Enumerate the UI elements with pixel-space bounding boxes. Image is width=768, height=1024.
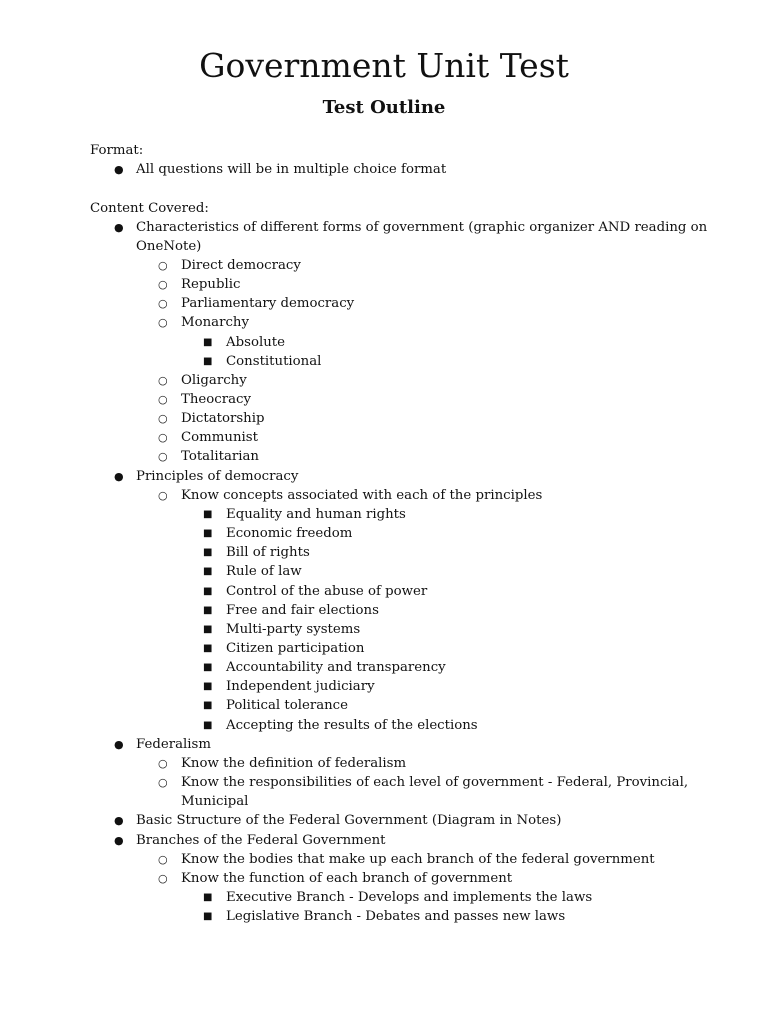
bullet-circle: ○ — [158, 297, 168, 310]
principles-sub: Know concepts associated with each of the principles — [181, 488, 543, 503]
bullet-circle: ○ — [158, 776, 168, 789]
bullet-square: ■ — [203, 547, 213, 558]
principle-item: Multi-party systems — [226, 622, 361, 637]
forms-label: Characteristics of different forms of government (graphic organizer AND reading on — [136, 220, 708, 235]
principle-item: Rule of law — [226, 564, 302, 579]
form-item: Dictatorship — [181, 411, 265, 426]
bullet-circle: ○ — [158, 412, 168, 425]
form-item: Oligarchy — [181, 373, 247, 388]
bullet-disc: ● — [114, 470, 124, 483]
principle-item: Equality and human rights — [226, 507, 406, 522]
bullet-disc: ● — [114, 738, 124, 751]
federalism-item-cont: Municipal — [181, 794, 249, 809]
bullet-square: ■ — [203, 356, 213, 367]
form-item: Theocracy — [181, 392, 251, 407]
bullet-square: ■ — [203, 662, 213, 673]
federalism-item: Know the responsibilities of each level of government - Federal, Provincial, — [181, 775, 689, 790]
bullet-square: ■ — [203, 337, 213, 348]
bullet-square: ■ — [203, 528, 213, 539]
principle-item: Free and fair elections — [226, 603, 379, 618]
bullet-square: ■ — [203, 720, 213, 731]
form-item: Republic — [181, 277, 241, 292]
principle-item: Independent judiciary — [226, 679, 375, 694]
bullet-circle: ○ — [158, 278, 168, 291]
principle-item: Accepting the results of the elections — [226, 718, 478, 733]
form-item: Monarchy — [181, 315, 249, 330]
content-heading: Content Covered: — [90, 201, 209, 216]
bullet-square: ■ — [203, 566, 213, 577]
bullet-circle: ○ — [158, 259, 168, 272]
federalism-item: Know the definition of federalism — [181, 756, 407, 771]
principle-item: Citizen participation — [226, 641, 365, 656]
bullet-square: ■ — [203, 509, 213, 520]
bullet-square: ■ — [203, 892, 213, 903]
form-item: Communist — [181, 430, 258, 445]
form-item: Direct democracy — [181, 258, 301, 273]
bullet-square: ■ — [203, 643, 213, 654]
structure-label: Basic Structure of the Federal Government (Diagram in Notes) — [136, 813, 562, 828]
bullet-square: ■ — [203, 681, 213, 692]
bullet-square: ■ — [203, 700, 213, 711]
bullet-circle: ○ — [158, 757, 168, 770]
form-item: Totalitarian — [181, 449, 259, 464]
bullet-disc: ● — [114, 221, 124, 234]
principle-item: Accountability and transparency — [226, 660, 446, 675]
federalism-label: Federalism — [136, 737, 211, 752]
bullet-square: ■ — [203, 605, 213, 616]
bullet-square: ■ — [203, 911, 213, 922]
principle-item: Control of the abuse of power — [226, 584, 428, 599]
bullet-square: ■ — [203, 586, 213, 597]
principle-item: Economic freedom — [226, 526, 353, 541]
bullet-disc: ● — [114, 163, 124, 176]
branch-function: Executive Branch - Develops and implements the laws — [226, 890, 593, 905]
bullet-circle: ○ — [158, 431, 168, 444]
bullet-circle: ○ — [158, 489, 168, 502]
principles-label: Principles of democracy — [136, 469, 299, 484]
branches-item: Know the bodies that make up each branch of the federal government — [181, 852, 655, 867]
bullet-circle: ○ — [158, 853, 168, 866]
monarchy-type: Constitutional — [226, 354, 322, 369]
branches-item: Know the function of each branch of government — [181, 871, 513, 886]
bullet-circle: ○ — [158, 393, 168, 406]
branch-function: Legislative Branch - Debates and passes new laws — [226, 909, 566, 924]
bullet-square: ■ — [203, 624, 213, 635]
principle-item: Bill of rights — [226, 545, 310, 560]
form-item: Parliamentary democracy — [181, 296, 355, 311]
bullet-disc: ● — [114, 814, 124, 827]
format-item: All questions will be in multiple choice format — [136, 162, 447, 177]
document-subtitle: Test Outline — [322, 97, 446, 118]
bullet-circle: ○ — [158, 450, 168, 463]
forms-label-cont: OneNote) — [136, 239, 202, 254]
branches-label: Branches of the Federal Government — [136, 833, 386, 848]
monarchy-type: Absolute — [226, 335, 285, 350]
bullet-circle: ○ — [158, 374, 168, 387]
bullet-circle: ○ — [158, 872, 168, 885]
principle-item: Political tolerance — [226, 698, 349, 713]
document-title: Government Unit Test — [199, 46, 569, 85]
bullet-disc: ● — [114, 834, 124, 847]
bullet-circle: ○ — [158, 316, 168, 329]
format-heading: Format: — [90, 143, 144, 158]
